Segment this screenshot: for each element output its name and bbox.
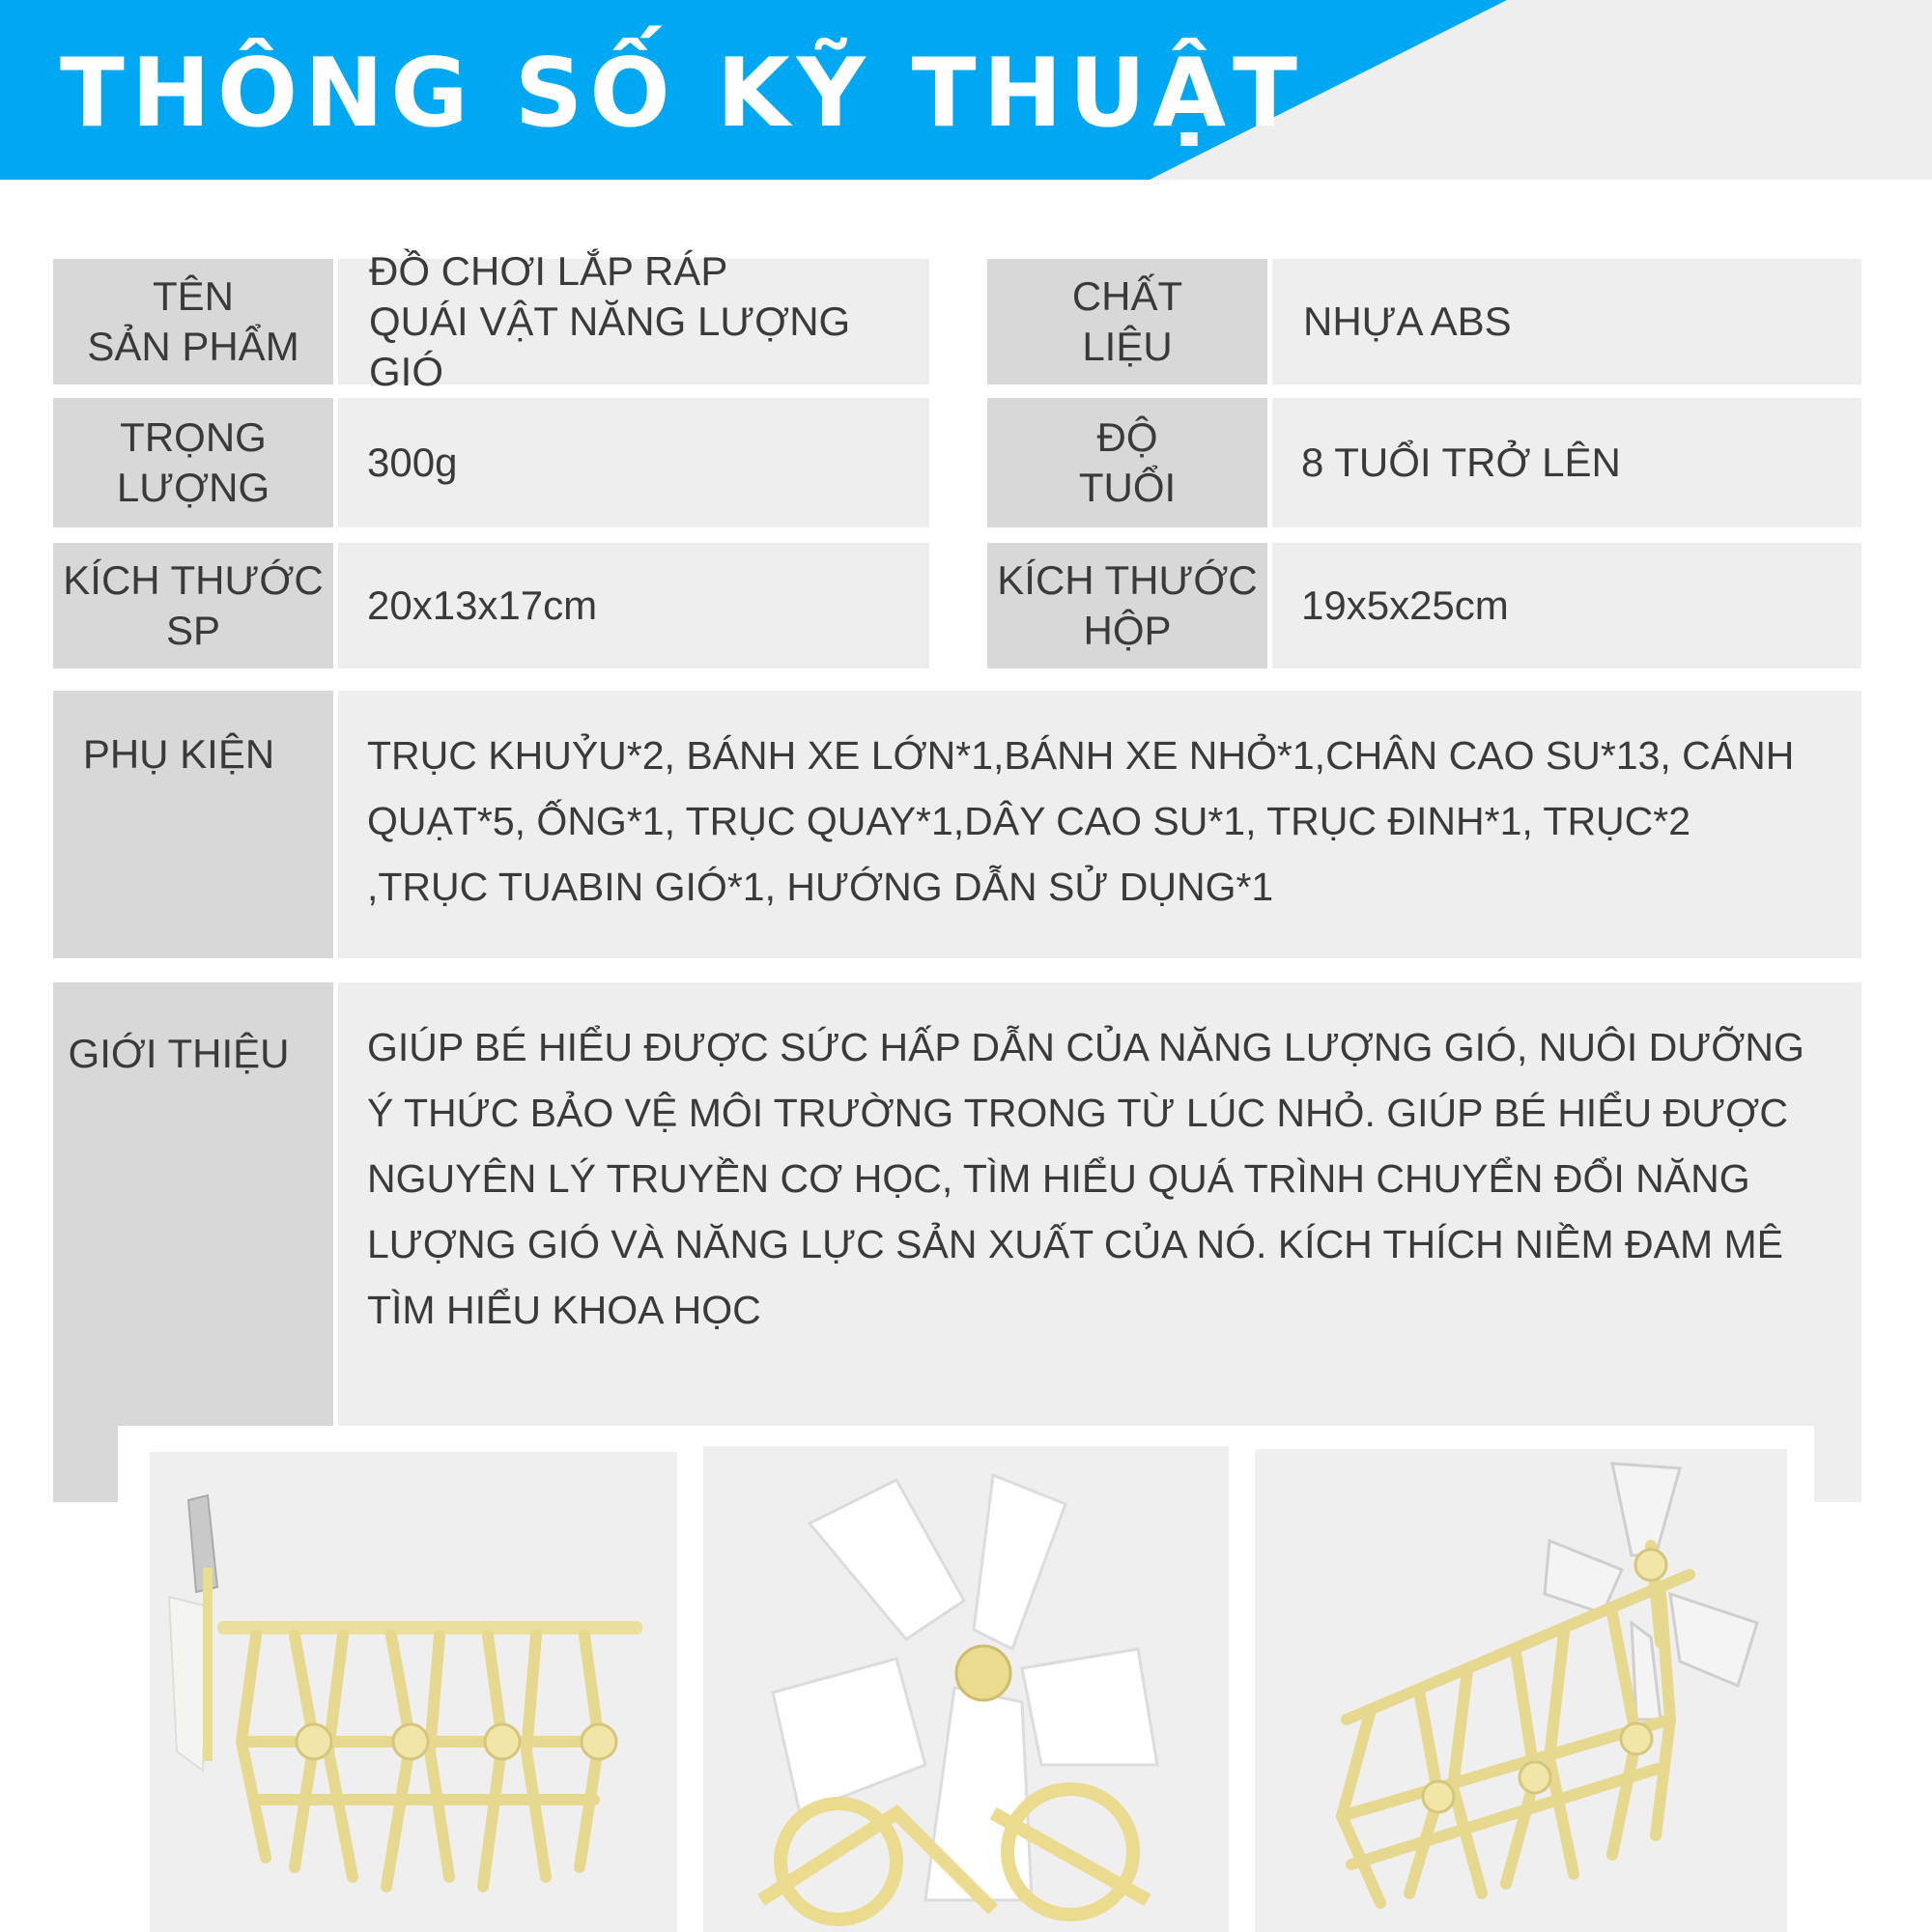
product-photo-side: [150, 1452, 677, 1932]
label-line: HỘP: [1083, 608, 1172, 653]
value-text: 8 TUỔI TRỞ LÊN: [1301, 440, 1621, 485]
label-line: CHẤT: [1071, 273, 1183, 319]
value-chat-lieu: [1272, 259, 1861, 384]
text-line: TRỤC KHUỶU*2, BÁNH XE LỚN*1,BÁNH XE NHỎ*1,CHÂN CAO SU*13, CÁNH: [367, 733, 1795, 778]
header-banner: [0, 0, 1932, 180]
label-phu-kien: [53, 691, 333, 958]
value-kich-thuoc-sp: [338, 543, 929, 668]
value-do-tuoi: [1272, 398, 1861, 527]
label-line: LIỆU: [1082, 324, 1173, 369]
label-line: LƯỢNG: [116, 465, 270, 510]
label-line: SP: [165, 608, 221, 653]
label-ten-san-pham: [53, 259, 333, 384]
text-line: QUẠT*5, ỐNG*1, TRỤC QUAY*1,DÂY CAO SU*1, TRỤC ĐINH*1, TRỤC*2: [367, 799, 1691, 843]
label-text: PHỤ KIỆN: [82, 731, 275, 777]
label-line: ĐỘ: [1096, 414, 1158, 460]
value-trong-luong: [338, 398, 929, 527]
text-line: TÌM HIỂU KHOA HỌC: [367, 1288, 761, 1332]
label-kich-thuoc-sp: [53, 543, 333, 668]
text-line: Ý THỨC BẢO VỆ MÔI TRƯỜNG TRONG TỪ LÚC NHỎ. GIÚP BÉ HIỂU ĐƯỢC: [367, 1091, 1788, 1135]
label-line: KÍCH THƯỚC: [997, 557, 1258, 603]
label-text: GIỚI THIỆU: [68, 1031, 290, 1076]
label-line: TÊN: [153, 273, 234, 319]
label-kich-thuoc-hop: [987, 543, 1267, 668]
product-photo-front: [703, 1446, 1229, 1932]
product-photo-angle: [1255, 1449, 1787, 1932]
value-line: QUÁI VẬT NĂNG LƯỢNG GIÓ: [369, 298, 851, 394]
label-line: SẢN PHẨM: [87, 324, 299, 369]
value-text: 19x5x25cm: [1301, 582, 1509, 628]
value-ten-san-pham: [338, 248, 929, 394]
value-line: ĐỒ CHƠI LẮP RÁP: [369, 248, 728, 294]
value-text: 20x13x17cm: [367, 582, 598, 628]
value-phu-kien: [367, 723, 1794, 920]
value-gioi-thieu: [367, 1014, 1804, 1343]
value-text: NHỰA ABS: [1303, 298, 1512, 344]
text-line: NGUYÊN LÝ TRUYỀN CƠ HỌC, TÌM HIỂU QUÁ TRÌNH CHUYỂN ĐỔI NĂNG: [367, 1156, 1750, 1201]
label-trong-luong: [53, 398, 333, 527]
label-gioi-thieu: [53, 982, 333, 1502]
value-kich-thuoc-hop: [1272, 543, 1861, 668]
value-text: 300g: [367, 440, 458, 485]
label-chat-lieu: [987, 259, 1267, 384]
page-title: THÔNG SỐ KỸ THUẬT: [60, 39, 1304, 149]
label-line: TUỔI: [1078, 465, 1177, 510]
label-do-tuoi: [987, 398, 1267, 527]
label-line: KÍCH THƯỚC: [63, 557, 324, 603]
text-line: LƯỢNG GIÓ VÀ NĂNG LỰC SẢN XUẤT CỦA NÓ. KÍCH THÍCH NIỀM ĐAM MÊ: [367, 1222, 1783, 1266]
text-line: GIÚP BÉ HIỂU ĐƯỢC SỨC HẤP DẪN CỦA NĂNG LƯỢNG GIÓ, NUÔI DƯỠNG: [367, 1025, 1804, 1069]
label-line: TRỌNG: [120, 414, 267, 460]
text-line: ,TRỤC TUABIN GIÓ*1, HƯỚNG DẪN SỬ DỤNG*1: [367, 865, 1274, 909]
